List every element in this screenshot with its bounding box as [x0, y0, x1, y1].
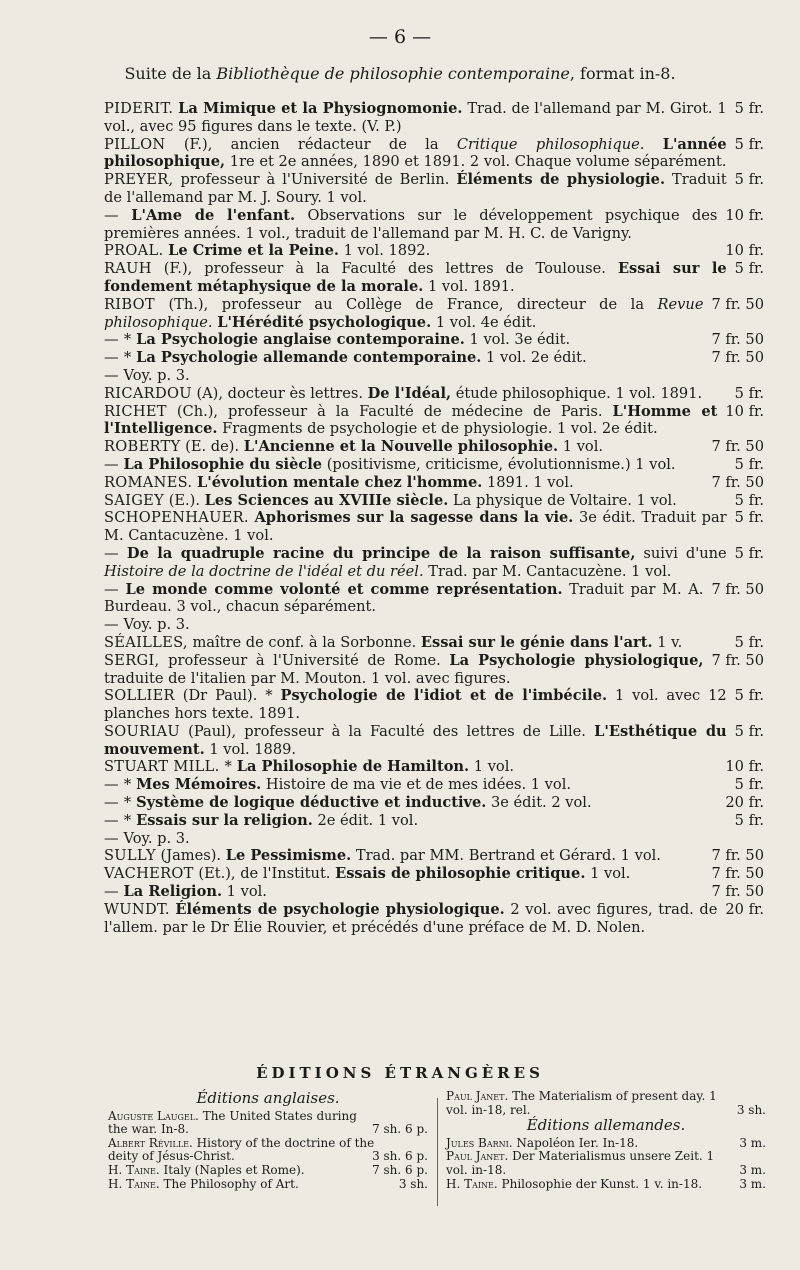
- entry-author: RIBOT: [104, 295, 155, 313]
- entry-price: 7 fr. 50: [711, 651, 764, 669]
- entry-author: WUNDT.: [104, 900, 170, 918]
- entry-price: 7 fr. 50: [711, 847, 764, 865]
- catalog-entry: [104, 296, 764, 332]
- entry-details: traduite de l'italien par M. Mouton. 1 vol. avec figures.: [104, 669, 511, 687]
- entry-author: RAUH: [104, 260, 152, 278]
- entry-author: —: [104, 580, 119, 598]
- entry-details: (positivisme, criticisme, évolutionnisme.) 1 vol.: [326, 455, 676, 473]
- entry-details: 1 vol. 1892.: [343, 242, 431, 260]
- entry-details: 1 vol. 1889.: [209, 740, 297, 758]
- subtitle-suffix: , format in-8.: [569, 64, 676, 83]
- entry-author: — *: [104, 331, 132, 349]
- entry-details: Trad. par MM. Bertrand et Gérard. 1 vol.: [355, 847, 661, 865]
- catalog-entry: [104, 171, 764, 207]
- entry-title: L'Ancienne et la Nouvelle philosophie.: [243, 438, 559, 456]
- entry-author: —: [104, 544, 119, 562]
- entry-title: Le Pessimisme.: [225, 847, 352, 865]
- entry-price: 5 fr.: [734, 100, 764, 117]
- foreign-title: The Materialism of present day. 1 vol. in-18, rel.: [446, 1089, 717, 1117]
- catalog-entry: [104, 492, 764, 510]
- entry-price: 10 fr.: [725, 402, 764, 420]
- subtitle-prefix: Suite de la: [124, 64, 217, 83]
- entry-author: — *: [104, 776, 132, 794]
- foreign-title: Philosophie der Kunst. 1 v. in-18.: [501, 1176, 703, 1191]
- entry-note: maître de conf. à la Sorbonne.: [192, 633, 417, 651]
- entry-details: Histoire de ma vie et de mes idées. 1 vol.: [265, 776, 571, 794]
- entry-title: La Philosophie de Hamilton.: [236, 758, 470, 776]
- catalog-entry: [104, 474, 764, 492]
- entry-author: RICARDOU: [104, 384, 192, 402]
- catalog-entry: [104, 456, 764, 474]
- entry-details: 1 vol. 1891.: [427, 277, 515, 295]
- entry-title: Les Sciences au XVIIIe siècle.: [204, 491, 449, 509]
- entry-author: SOLLIER: [104, 687, 175, 705]
- catalog-entry: [104, 723, 764, 759]
- catalog-entry: [104, 652, 764, 688]
- entry-details: 1891. 1 vol.: [486, 473, 574, 491]
- entry-author: — *: [104, 794, 132, 812]
- foreign-author: H. Taine.: [108, 1176, 160, 1191]
- right-editions-column: [446, 1090, 766, 1191]
- catalog-entry: [104, 865, 764, 883]
- entry-title: Essais de philosophie critique.: [335, 865, 586, 883]
- entry-note: (E. de).: [185, 438, 240, 456]
- entry-title: Système de logique déductive et inductive.: [136, 794, 487, 812]
- foreign-edition-item: [446, 1178, 766, 1192]
- entry-price: 10 fr.: [725, 758, 764, 776]
- entry-title: La Psychologie anglaise contemporaine.: [136, 331, 465, 349]
- entry-author: ROMANES.: [104, 473, 193, 491]
- entry-title: Éléments de psychologie physiologique.: [175, 900, 505, 918]
- entry-price: 5 fr.: [734, 509, 764, 527]
- entry-price: 5 fr.: [734, 171, 764, 189]
- german-editions-heading: Éditions allemandes.: [526, 1116, 686, 1135]
- entry-author: PREYER,: [104, 171, 174, 189]
- entry-details: 2e édit. 1 vol.: [317, 811, 419, 829]
- entry-author: SOURIAU: [104, 722, 180, 740]
- catalog-entry: [104, 830, 764, 848]
- entry-price: 5 fr.: [734, 135, 764, 153]
- entry-note: professeur à l'Université de Rome.: [168, 651, 441, 669]
- entry-price: 5 fr.: [734, 544, 764, 562]
- catalog-entry: [104, 207, 764, 243]
- foreign-author: Paul Janet.: [446, 1089, 509, 1103]
- entry-price: 7 fr. 50: [711, 473, 764, 491]
- foreign-edition-item: [108, 1137, 428, 1164]
- catalog-entry: [104, 385, 764, 403]
- entry-note: (James).: [160, 847, 222, 865]
- foreign-price: 7 sh. 6 p.: [372, 1122, 428, 1137]
- catalog-entry: [104, 687, 764, 723]
- entry-author: ROBERTY: [104, 438, 181, 456]
- entry-author: VACHEROT: [104, 865, 194, 883]
- entry-note: (Dr Paul). *: [182, 687, 273, 705]
- entry-author: —: [104, 455, 119, 473]
- foreign-edition-item: [108, 1110, 428, 1137]
- entry-price: 20 fr.: [725, 900, 764, 918]
- entry-price: 5 fr.: [734, 260, 764, 278]
- entry-details: 3e édit. Traduit par M. Cantacuzène. 1 vol.: [104, 509, 727, 545]
- page-subtitle: [0, 64, 800, 83]
- entry-price: 5 fr.: [734, 633, 764, 651]
- foreign-author: H. Taine.: [108, 1162, 160, 1177]
- entry-details: 1 vol.: [473, 758, 515, 776]
- entry-title: L'année philosophique,: [104, 135, 727, 171]
- entry-price: 10 fr.: [725, 242, 764, 260]
- entry-price: 5 fr.: [734, 687, 764, 705]
- entry-author: SAIGEY: [104, 491, 165, 509]
- entry-details: Observations sur le développement psychique des premières années. 1 vol., traduit de l'allemand par M. H. C. de Varigny.: [104, 206, 718, 242]
- catalog-entry: [104, 403, 764, 439]
- entry-author: SÉAILLES,: [104, 633, 188, 651]
- foreign-price: 3 m.: [739, 1135, 766, 1150]
- entry-title: L'Esthétique du mouvement.: [104, 722, 727, 758]
- entry-price: 5 fr.: [734, 722, 764, 740]
- entry-details: 1 vol.: [226, 883, 267, 901]
- entry-note: (Ch.), professeur à la Faculté de médecine de Paris.: [176, 402, 603, 420]
- entry-price: 7 fr. 50: [711, 580, 764, 598]
- foreign-edition-item: [108, 1178, 428, 1192]
- entry-details: 1re et 2e années, 1890 et 1891. 2 vol. Chaque volume séparément.: [229, 153, 727, 171]
- entry-title: Essai sur le génie dans l'art.: [420, 633, 653, 651]
- catalog-entry: [104, 794, 764, 812]
- foreign-author: Albert Réville.: [108, 1135, 193, 1150]
- entry-author: PILLON: [104, 135, 166, 153]
- entry-reference: Voy. p. 3.: [123, 616, 190, 634]
- catalog-entry: [104, 100, 764, 136]
- entry-journal: Critique philosophique.: [456, 135, 645, 153]
- foreign-price: 3 sh. 6 p.: [372, 1149, 428, 1164]
- entry-author: — *: [104, 811, 132, 829]
- catalog-entry: [104, 812, 764, 830]
- entry-note: (Th.), professeur au Collège de France, directeur de la: [168, 295, 658, 313]
- foreign-author: H. Taine.: [446, 1176, 498, 1191]
- foreign-editions-heading: ÉDITIONS ÉTRANGÈRES: [256, 1064, 544, 1082]
- foreign-author: Paul Janet.: [446, 1149, 509, 1164]
- foreign-edition-item: [446, 1090, 766, 1117]
- catalog-entry: [104, 331, 764, 349]
- entry-title: La Psychologie physiologique,: [449, 651, 704, 669]
- foreign-price: 7 sh. 6 p.: [372, 1162, 428, 1177]
- foreign-title: Italy (Naples et Rome).: [163, 1162, 305, 1177]
- entry-title: Essais sur la religion.: [136, 811, 313, 829]
- entry-title: Le monde comme volonté et comme représentation.: [125, 580, 563, 598]
- entry-author: PROAL.: [104, 242, 164, 260]
- subtitle-series: Bibliothèque de philosophie contemporaine: [216, 64, 570, 83]
- entry-reference: Voy. p. 3.: [123, 829, 190, 847]
- entry-title: Essai sur le fondement métaphysique de la morale.: [104, 260, 727, 295]
- entry-title: La Religion.: [123, 883, 223, 901]
- entry-title: Mes Mémoires.: [136, 776, 262, 794]
- entry-note: professeur à l'Université de Berlin.: [180, 171, 450, 189]
- english-editions-heading: Éditions anglaises.: [196, 1089, 340, 1107]
- foreign-author: Auguste Laugel.: [108, 1108, 199, 1123]
- entry-title: De la quadruple racine du principe de la raison suffisante,: [126, 544, 636, 562]
- catalog-entry: [104, 634, 764, 652]
- entry-price: 7 fr. 50: [711, 331, 764, 349]
- entry-price: 7 fr. 50: [711, 349, 764, 367]
- foreign-title: The Philosophy of Art.: [163, 1176, 299, 1191]
- entry-title: La Mimique et la Physiognomonie.: [178, 100, 463, 117]
- entry-note: (F.), ancien rédacteur de la: [183, 135, 457, 153]
- page-number: — 6 —: [368, 26, 432, 48]
- entry-details: 1 vol. 3e édit.: [469, 331, 571, 349]
- entry-details: 1 vol.: [562, 438, 604, 456]
- entry-price: 7 fr. 50: [711, 865, 764, 883]
- entry-note: (F.), professeur à la Faculté des lettres de Toulouse.: [163, 260, 606, 278]
- entry-title: L'Ame de l'enfant.: [131, 206, 296, 224]
- entry-title: Le Crime et la Peine.: [168, 242, 339, 260]
- entry-title: La Philosophie du siècle: [123, 455, 323, 473]
- catalog-entry: [104, 758, 764, 776]
- foreign-title: Der Materialismus unsere Zeit. 1 vol. in-18.: [446, 1149, 715, 1177]
- entry-author: —: [104, 206, 119, 224]
- foreign-price: 3 sh.: [736, 1102, 766, 1117]
- entry-details: Trad. de l'allemand par M. Girot. 1 vol., avec 95 figures dans le texte. (V. P.): [104, 100, 727, 135]
- entry-details: 1 vol.: [590, 865, 631, 883]
- entry-author: STUART MILL. *: [104, 758, 233, 776]
- entry-details: 1 vol. 2e édit.: [486, 349, 587, 367]
- catalog-entry: [104, 260, 764, 296]
- foreign-title: Napoléon Ier. In-18.: [516, 1135, 639, 1150]
- entry-note: (A), docteur ès lettres.: [196, 384, 364, 402]
- entry-details: 2 vol. avec figures, trad. de l'allem. par le Dr Élie Rouvier, et précédés d'une préface de M. D. Nolen.: [104, 900, 718, 936]
- entry-author: SCHOPENHAUER.: [104, 509, 249, 527]
- entry-details: 1 v.: [657, 633, 683, 651]
- catalog-entry: [104, 438, 764, 456]
- foreign-title: The United States during the war. In-8.: [108, 1108, 357, 1137]
- entry-author: —: [104, 829, 119, 847]
- entry-price: 7 fr. 50: [711, 883, 764, 901]
- entry-author: PIDERIT.: [104, 100, 174, 117]
- entry-note: (Et.), de l'Institut.: [198, 865, 331, 883]
- entry-price: 20 fr.: [725, 794, 764, 812]
- entry-details: 3e édit. 2 vol.: [490, 794, 592, 812]
- entry-details: Fragments de psychologie et de physiologie. 1 vol. 2e édit.: [222, 420, 658, 438]
- entry-title: L'évolution mentale chez l'homme.: [197, 473, 483, 491]
- entry-details: La physique de Voltaire. 1 vol.: [452, 491, 677, 509]
- entry-title: De l'Idéal,: [367, 384, 452, 402]
- catalog-entry: [104, 616, 764, 634]
- entry-author: RICHET: [104, 402, 167, 420]
- entry-price: 5 fr.: [734, 776, 764, 794]
- entry-price: 10 fr.: [725, 206, 764, 224]
- catalog-entry: [104, 367, 764, 385]
- entry-price: 5 fr.: [734, 384, 764, 402]
- catalog-entry: [104, 136, 764, 172]
- entry-details: Traduit de l'allemand par M. J. Soury. 1 vol.: [104, 171, 727, 206]
- entry-price: 7 fr. 50: [711, 438, 764, 456]
- catalog-entry: [104, 242, 764, 260]
- catalog-entry: [104, 349, 764, 367]
- foreign-title: History of the doctrine of the deity of Jésus-Christ.: [108, 1135, 375, 1164]
- catalog-entry: [104, 847, 764, 865]
- catalog-entry: [104, 776, 764, 794]
- entry-reference: Voy. p. 3.: [123, 366, 190, 384]
- foreign-price: 3 m.: [739, 1162, 766, 1177]
- catalog-entry: [104, 545, 764, 581]
- column-divider: [437, 1098, 438, 1206]
- entry-details: suivi d'une: [643, 544, 727, 562]
- entry-title: La Psychologie allemande contemporaine.: [136, 349, 482, 367]
- catalog-entry: [104, 509, 764, 545]
- entry-price: 5 fr.: [734, 491, 764, 509]
- entry-title: Aphorismes sur la sagesse dans la vie.: [254, 509, 574, 527]
- foreign-edition-item: [446, 1137, 766, 1151]
- entry-author: SULLY: [104, 847, 156, 865]
- entry-price: 5 fr.: [734, 455, 764, 473]
- entry-details: étude philosophique. 1 vol. 1891.: [455, 384, 703, 402]
- foreign-author: Jules Barni.: [446, 1135, 513, 1150]
- entry-price: 5 fr.: [734, 811, 764, 829]
- entry-details: 1 vol. 4e édit.: [435, 313, 537, 331]
- entry-note: (Paul), professeur à la Faculté des lettres de Lille.: [188, 722, 586, 740]
- catalog-entry: [104, 901, 764, 937]
- entry-author: — *: [104, 349, 132, 367]
- foreign-edition-item: [446, 1150, 766, 1177]
- entry-title: L'Hérédité psychologique.: [217, 313, 432, 331]
- catalog-entry: [104, 883, 764, 901]
- catalog-entries: [104, 100, 764, 936]
- entry-journal: Revue philosophique.: [104, 295, 704, 331]
- entry-italic-title: Histoire de la doctrine de l'idéal et du réel.: [104, 562, 424, 580]
- entry-details: 1 vol. avec 12 planches hors texte. 1891.: [104, 687, 727, 723]
- foreign-price: 3 m.: [739, 1176, 766, 1191]
- entry-author: —: [104, 616, 119, 634]
- entry-title: L'Homme et l'Intelligence.: [104, 402, 718, 438]
- english-editions-column: [108, 1090, 428, 1191]
- entry-author: —: [104, 883, 119, 901]
- entry-title: Psychologie de l'idiot et de l'imbécile.: [280, 687, 608, 705]
- entry-note: (E.).: [168, 491, 201, 509]
- foreign-edition-item: [108, 1164, 428, 1178]
- entry-price: 7 fr. 50: [711, 295, 764, 313]
- entry-author: —: [104, 366, 119, 384]
- entry-details: Traduit par M. A. Burdeau. 3 vol., chacun séparément.: [104, 580, 704, 616]
- entry-details-2: Trad. par M. Cantacuzène. 1 vol.: [428, 562, 672, 580]
- entry-author: SERGI,: [104, 651, 160, 669]
- catalog-entry: [104, 581, 764, 617]
- foreign-price: 3 sh.: [398, 1176, 428, 1191]
- entry-title: Éléments de physiologie.: [456, 171, 666, 189]
